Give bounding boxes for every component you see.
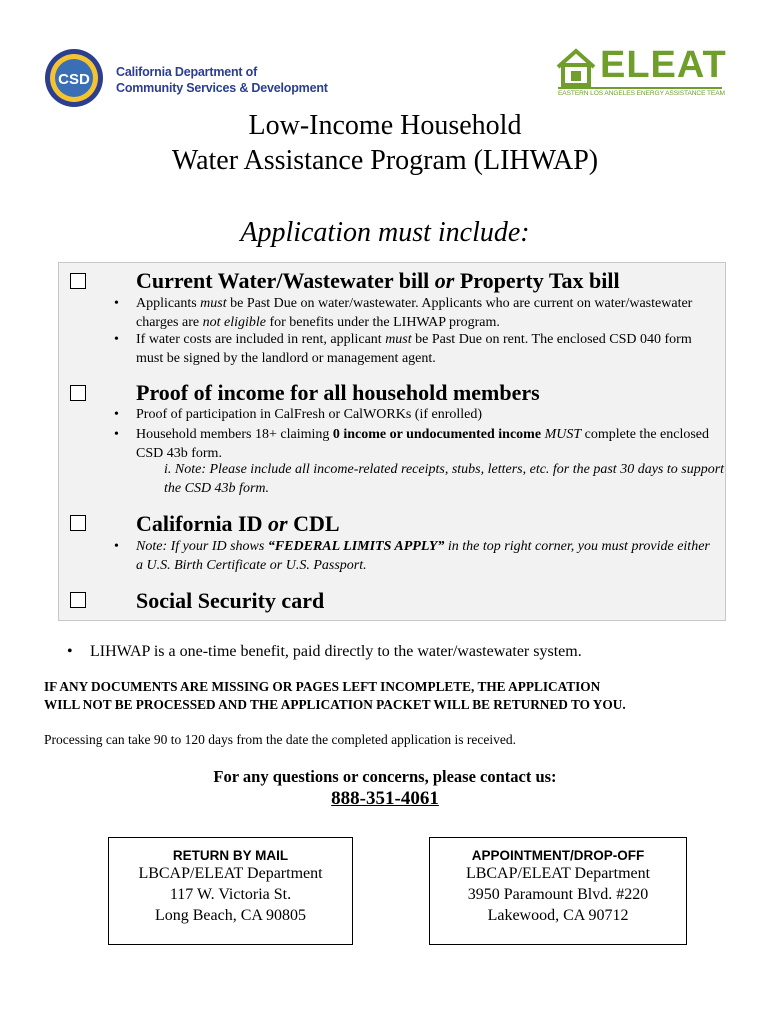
processing-time: Processing can take 90 to 120 days from the date the completed application is received.	[44, 732, 516, 747]
income-bullet-2: • Household members 18+ claiming 0 income or undocumented income MUST complete the enclosed CSD 43b form.	[114, 427, 710, 461]
dropoff-line1: LBCAP/ELEAT Department	[465, 865, 651, 882]
ssn-checkbox[interactable]	[70, 592, 86, 608]
csd-seal-text: CSD	[58, 71, 90, 88]
benefit-note: • LIHWAP is a one-time benefit, paid directly to the water/wastewater system.	[67, 643, 582, 660]
bill-bullet-1: • Applicants must be Past Due on water/wastewater. Applicants who are current on water/wastewater charges are not eligible for benefits under the LIHWAP program.	[114, 296, 693, 330]
ssn-heading: Social Security card	[136, 588, 325, 613]
dropoff-heading: APPOINTMENT/DROP-OFF	[471, 848, 645, 863]
income-bullet-1: • Proof of participation in CalFresh or CalWORKs (if enrolled)	[114, 407, 483, 422]
dropoff-line2: 3950 Paramount Blvd. #220	[467, 886, 649, 903]
mail-line2: 117 W. Victoria St.	[169, 886, 292, 903]
eleat-tagline: EASTERN LOS ANGELES ENERGY ASSISTANCE TEAM	[558, 90, 725, 97]
house-icon	[556, 47, 596, 87]
mail-line3: Long Beach, CA 90805	[154, 907, 307, 924]
csd-seal-logo	[44, 48, 104, 108]
page-subtitle: Application must include:	[240, 217, 530, 248]
eleat-logo-word: ELEAT	[600, 44, 727, 86]
bill-heading: Current Water/Wastewater bill or Property Tax bill	[136, 268, 620, 293]
mail-address-box	[108, 837, 353, 945]
mail-line1: LBCAP/ELEAT Department	[138, 865, 323, 882]
csd-name-line1: California Department of	[116, 65, 258, 79]
bill-checkbox[interactable]	[70, 273, 86, 289]
page-title-line2: Water Assistance Program (LIHWAP)	[171, 145, 599, 176]
income-checkbox[interactable]	[70, 385, 86, 401]
mail-heading: RETURN BY MAIL	[172, 848, 289, 863]
id-checkbox[interactable]	[70, 515, 86, 531]
id-note: • Note: If your ID shows “FEDERAL LIMITS APPLY” in the top right corner, you must provide either a U.S. Birth Certificate or U.S. Passport.	[114, 539, 710, 573]
dropoff-line3: Lakewood, CA 90712	[487, 907, 629, 924]
eleat-divider	[558, 87, 722, 89]
page-title-line1: Low-Income Household	[248, 110, 522, 141]
contact-phone[interactable]: 888-351-4061	[331, 788, 439, 809]
csd-name-line2: Community Services & Development	[116, 81, 328, 95]
bill-bullet-2: • If water costs are included in rent, applicant must be Past Due on rent. The enclosed CSD 040 form must be signed by the landlord or management agent.	[114, 332, 692, 366]
income-note: i. Note: Please include all income-related receipts, stubs, letters, etc. for the past 30 days to support the CSD 43b form.	[164, 462, 725, 496]
csd-name	[116, 64, 328, 96]
income-heading: Proof of income for all household members	[136, 380, 540, 405]
id-heading: California ID or CDL	[136, 511, 340, 536]
incomplete-warning: IF ANY DOCUMENTS ARE MISSING OR PAGES LEFT INCOMPLETE, THE APPLICATION WILL NOT BE PROCESSED AND THE APPLICATION PACKET WILL BE RETURNED TO YOU.	[44, 679, 626, 712]
dropoff-address-box	[429, 837, 687, 945]
contact-question: For any questions or concerns, please contact us:	[213, 767, 557, 786]
